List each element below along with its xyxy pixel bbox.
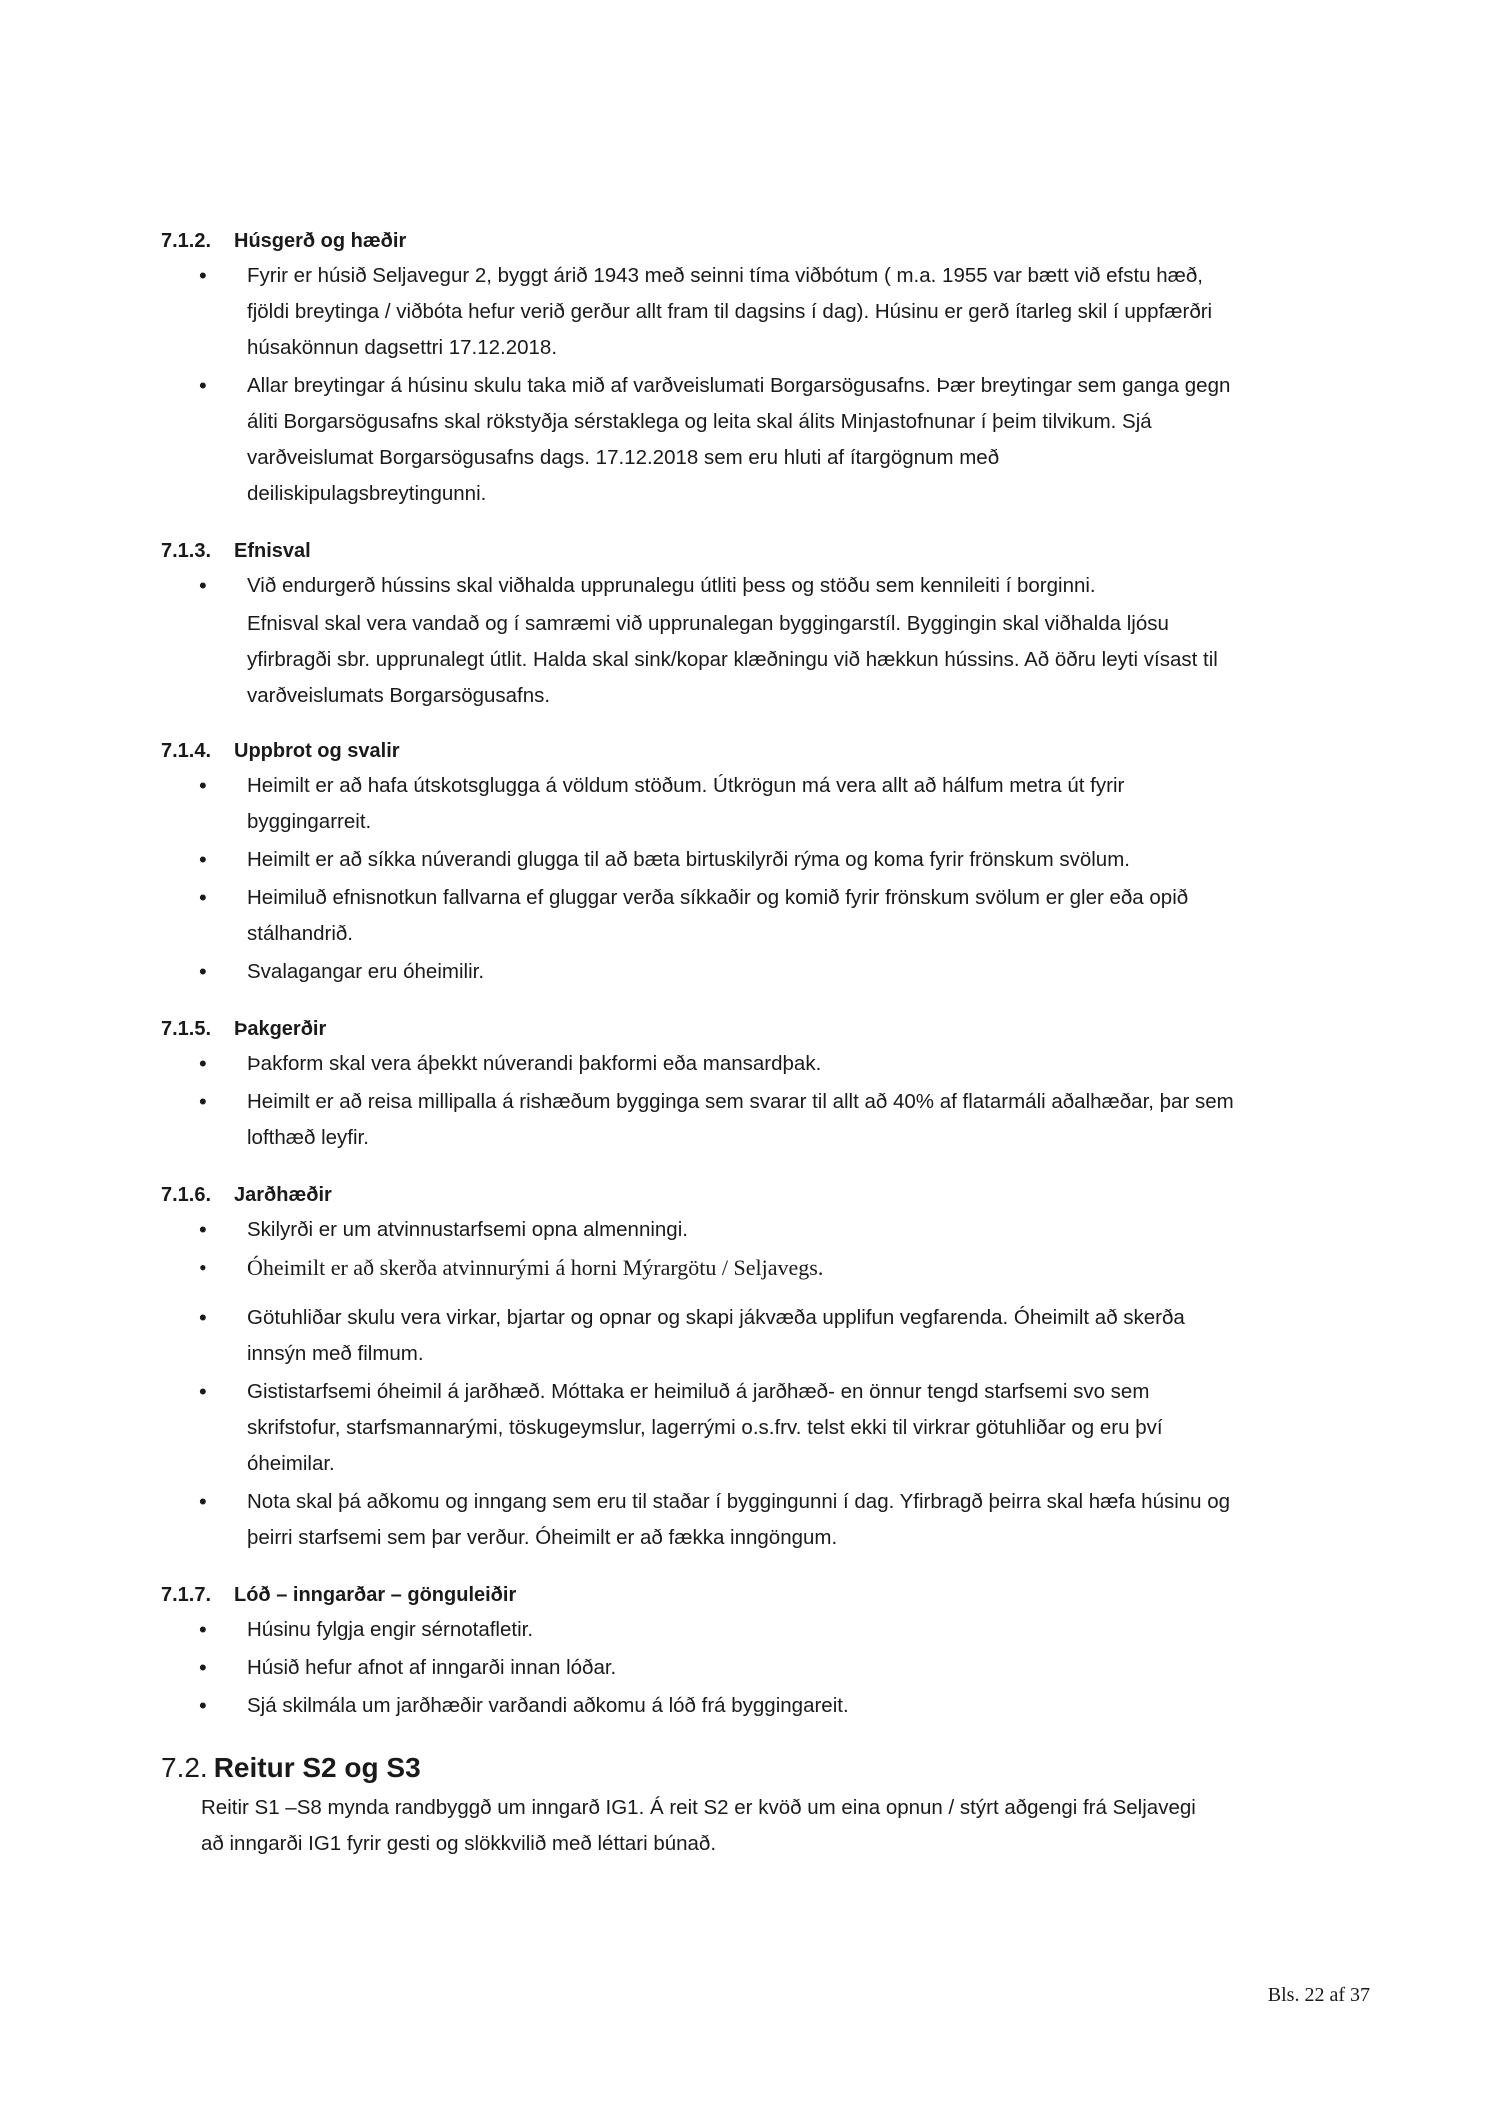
continuation-text — [161, 606, 1371, 714]
bullet-line: • Við endurgerð hússins skal viðhalda upprunalegu útliti þess og stöðu sem kennileiti í borginni. — [247, 574, 1096, 597]
bullet-list — [161, 258, 1371, 512]
bullet-line: óheimilar. — [247, 1452, 335, 1475]
section-heading — [161, 1014, 1371, 1044]
page-content — [161, 226, 1371, 1862]
section-heading — [161, 1580, 1371, 1610]
bullet-item — [161, 768, 1371, 840]
section-number: 7.1.6. — [161, 1184, 212, 1206]
bullet-line: • Húsinu fylgja engir sérnotafletir. — [247, 1618, 534, 1641]
bullet-line: • Þakform skal vera áþekkt núverandi þakformi eða mansardþak. — [247, 1052, 822, 1075]
bullet-list — [161, 1612, 1371, 1724]
bullet-line: • Heimilt er að hafa útskotsglugga á völdum stöðum. Útkrögun má vera allt að hálfum metra út fyrir — [247, 774, 1125, 797]
heading-number: 7.2. — [161, 1752, 208, 1783]
bullet-list — [161, 768, 1371, 990]
bullet-item — [161, 1212, 1371, 1248]
section-title: Jarðhæðir — [234, 1184, 332, 1206]
bullet-line: • Svalagangar eru óheimilir. — [247, 960, 485, 983]
section-heading — [161, 226, 1371, 256]
bullet-line: þeirri starfsemi sem þar verður. Óheimilt er að fækka inngöngum. — [247, 1526, 838, 1549]
text-line: Reitir S1 –S8 mynda randbyggð um inngarð IG1. Á reit S2 er kvöð um eina opnun / stýrt aðgengi frá Seljavegi — [201, 1796, 1196, 1819]
bullet-item — [161, 1374, 1371, 1482]
bullet-item — [161, 1084, 1371, 1156]
heading-title: Reitur S2 og S3 — [213, 1752, 421, 1783]
bullet-line: • Allar breytingar á húsinu skulu taka mið af varðveislumati Borgarsögusafns. Þær breytingar sem ganga gegn — [247, 374, 1231, 397]
section-heading — [161, 736, 1371, 766]
bullet-item — [161, 1250, 1371, 1286]
section-title: Lóð – inngarðar – gönguleiðir — [234, 1584, 517, 1606]
section-7-1-2 — [161, 226, 1371, 512]
bullet-line: • Gististarfsemi óheimil á jarðhæð. Móttaka er heimiluð á jarðhæð- en önnur tengd starfsemi svo sem — [247, 1380, 1150, 1403]
bullet-line: • Heimilt er að síkka núverandi glugga til að bæta birtuskilyrði rýma og koma fyrir frönskum svölum. — [247, 848, 1130, 871]
bullet-line: húsakönnun dagsettri 17.12.2018. — [247, 336, 558, 359]
bullet-line: varðveislumat Borgarsögusafns dags. 17.12.2018 sem eru hluti af ítargögnum með — [247, 446, 1000, 469]
text-line: varðveislumats Borgarsögusafns. — [247, 684, 551, 707]
bullet-line: • Óheimilt er að skerða atvinnurými á horni Mýrargötu / Seljavegs. — [247, 1255, 824, 1280]
page-number: Bls. 22 af 37 — [1267, 1984, 1370, 2006]
bullet-item — [161, 368, 1371, 512]
bullet-list — [161, 1046, 1371, 1156]
section-7-1-4 — [161, 736, 1371, 990]
bullet-item — [161, 1612, 1371, 1648]
bullet-line: deiliskipulagsbreytingunni. — [247, 482, 487, 505]
section-number: 7.1.3. — [161, 540, 212, 562]
bullet-line: fjöldi breytinga / viðbóta hefur verið gerður allt fram til dagsins í dag). Húsinu er gerð ítarleg skil í uppfærðri — [247, 300, 1213, 323]
bullet-line: byggingarreit. — [247, 810, 372, 833]
bullet-line: • Heimiluð efnisnotkun fallvarna ef gluggar verða síkkaðir og komið fyrir frönskum svölum er gler eða opið — [247, 886, 1189, 909]
bullet-item — [161, 1650, 1371, 1686]
heading-7-2 — [161, 1750, 1371, 1786]
bullet-line: innsýn með filmum. — [247, 1342, 424, 1365]
section-heading — [161, 1180, 1371, 1210]
bullet-line: • Götuhliðar skulu vera virkar, bjartar og opnar og skapi jákvæða upplifun vegfarenda. Óheimilt að skerða — [247, 1306, 1185, 1329]
section-title: Efnisval — [234, 540, 311, 562]
bullet-line: • Fyrir er húsið Seljavegur 2, byggt árið 1943 með seinni tíma viðbótum ( m.a. 1955 var bætt við efstu hæð, — [247, 264, 1203, 287]
bullet-line: stálhandrið. — [247, 922, 353, 945]
bullet-line: • Skilyrði er um atvinnustarfsemi opna almenningi. — [247, 1218, 688, 1241]
bullet-item — [161, 1688, 1371, 1724]
section-number: 7.1.2. — [161, 230, 212, 252]
bullet-item — [161, 568, 1371, 604]
bullet-line: skrifstofur, starfsmannarými, töskugeymslur, lagerrými o.s.frv. telst ekki til virkrar götuhliðar og eru því — [247, 1416, 1163, 1439]
bullet-list — [161, 568, 1371, 604]
bullet-list — [161, 1212, 1371, 1556]
bullet-item — [161, 1046, 1371, 1082]
section-heading — [161, 536, 1371, 566]
section-7-1-3 — [161, 536, 1371, 714]
bullet-item — [161, 880, 1371, 952]
section-number: 7.1.5. — [161, 1018, 212, 1040]
section-7-1-5 — [161, 1014, 1371, 1156]
section-number: 7.1.7. — [161, 1584, 212, 1606]
text-line: yfirbragði sbr. upprunalegt útlit. Halda skal sink/kopar klæðningu við hækkun hússins. Að öðru leyti vísast til — [247, 648, 1218, 671]
bullet-item — [161, 954, 1371, 990]
bullet-line: áliti Borgarsögusafns skal rökstyðja sérstaklega og leita skal álits Minjastofnunar í þeim tilvikum. Sjá — [247, 410, 1152, 433]
section-7-1-7 — [161, 1580, 1371, 1724]
section-7-1-6 — [161, 1180, 1371, 1556]
section-title: Þakgerðir — [234, 1018, 327, 1040]
bullet-item — [161, 1484, 1371, 1556]
bullet-item — [161, 842, 1371, 878]
section-title: Uppbrot og svalir — [234, 740, 400, 762]
paragraph — [161, 1790, 1371, 1862]
bullet-item — [161, 1300, 1371, 1372]
bullet-item — [161, 258, 1371, 366]
bullet-line: • Húsið hefur afnot af inngarði innan lóðar. — [247, 1656, 617, 1679]
bullet-line: • Sjá skilmála um jarðhæðir varðandi aðkomu á lóð frá byggingareit. — [247, 1694, 849, 1717]
text-line: Efnisval skal vera vandað og í samræmi við upprunalegan byggingarstíl. Byggingin skal viðhalda ljósu — [247, 612, 1169, 635]
text-line: að inngarði IG1 fyrir gesti og slökkvilið með léttari búnað. — [201, 1832, 717, 1855]
section-number: 7.1.4. — [161, 740, 212, 762]
bullet-line: • Nota skal þá aðkomu og inngang sem eru til staðar í byggingunni í dag. Yfirbragð þeirra skal hæfa húsinu og — [247, 1490, 1231, 1513]
bullet-line: lofthæð leyfir. — [247, 1126, 369, 1149]
bullet-line: • Heimilt er að reisa millipalla á rishæðum bygginga sem svarar til allt að 40% af flatarmáli aðalhæðar, þar sem — [247, 1090, 1234, 1113]
section-title: Húsgerð og hæðir — [234, 230, 407, 252]
